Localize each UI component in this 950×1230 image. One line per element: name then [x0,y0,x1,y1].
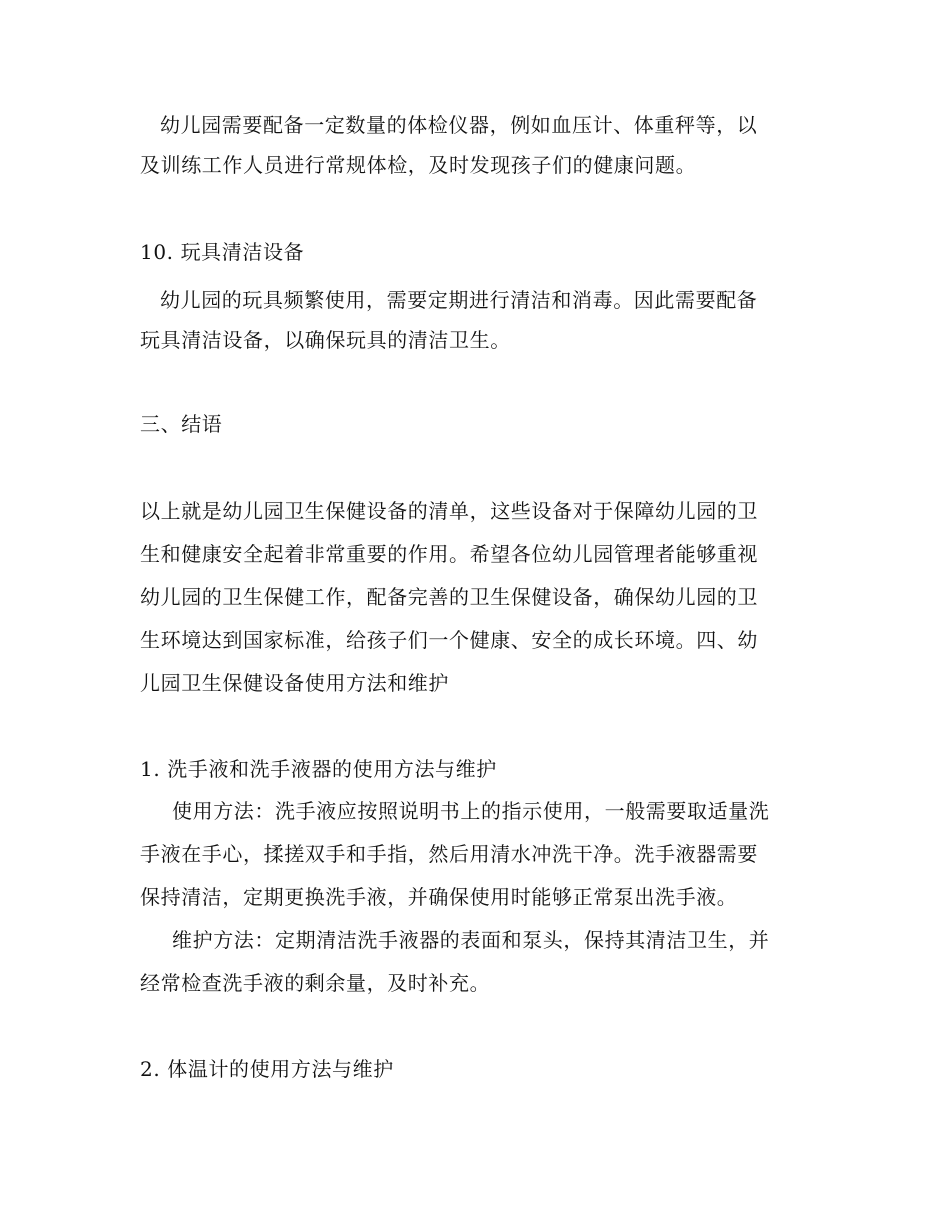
paragraph-line: 幼儿园的卫生保健工作，配备完善的卫生保健设备，确保幼儿园的卫 [140,585,758,609]
section-heading: 三、结语 [140,412,223,436]
paragraph-line: 维护方法：定期清洁洗手液器的表面和泵头，保持其清洁卫生，并 [172,928,770,952]
paragraph-line: 手液在手心，揉搓双手和手指，然后用清水冲洗干净。洗手液器需要 [140,842,758,866]
paragraph-line: 经常检查洗手液的剩余量，及时补充。 [140,971,491,995]
item-heading: 1. 洗手液和洗手液器的使用方法与维护 [140,757,497,781]
paragraph-line: 玩具清洁设备，以确保玩具的清洁卫生。 [140,328,511,352]
paragraph-line: 生和健康安全起着非常重要的作用。希望各位幼儿园管理者能够重视 [140,542,758,566]
paragraph-line: 幼儿园的玩具频繁使用，需要定期进行清洁和消毒。因此需要配备 [160,288,758,312]
paragraph-line: 以上就是幼儿园卫生保健设备的清单，这些设备对于保障幼儿园的卫 [140,499,758,523]
paragraph-line: 幼儿园需要配备一定数量的体检仪器，例如血压计、体重秤等，以 [160,113,758,137]
paragraph-line: 及训练工作人员进行常规体检，及时发现孩子们的健康问题。 [140,153,697,177]
paragraph-line: 儿园卫生保健设备使用方法和维护 [140,671,449,695]
paragraph-line: 使用方法：洗手液应按照说明书上的指示使用，一般需要取适量洗 [172,799,770,823]
paragraph-line: 生环境达到国家标准，给孩子们一个健康、安全的成长环境。四、幼 [140,628,758,652]
item-heading: 2. 体温计的使用方法与维护 [140,1057,394,1081]
paragraph-line: 保持清洁，定期更换洗手液，并确保使用时能够正常泵出洗手液。 [140,885,738,909]
section-heading: 10. 玩具清洁设备 [140,240,305,264]
